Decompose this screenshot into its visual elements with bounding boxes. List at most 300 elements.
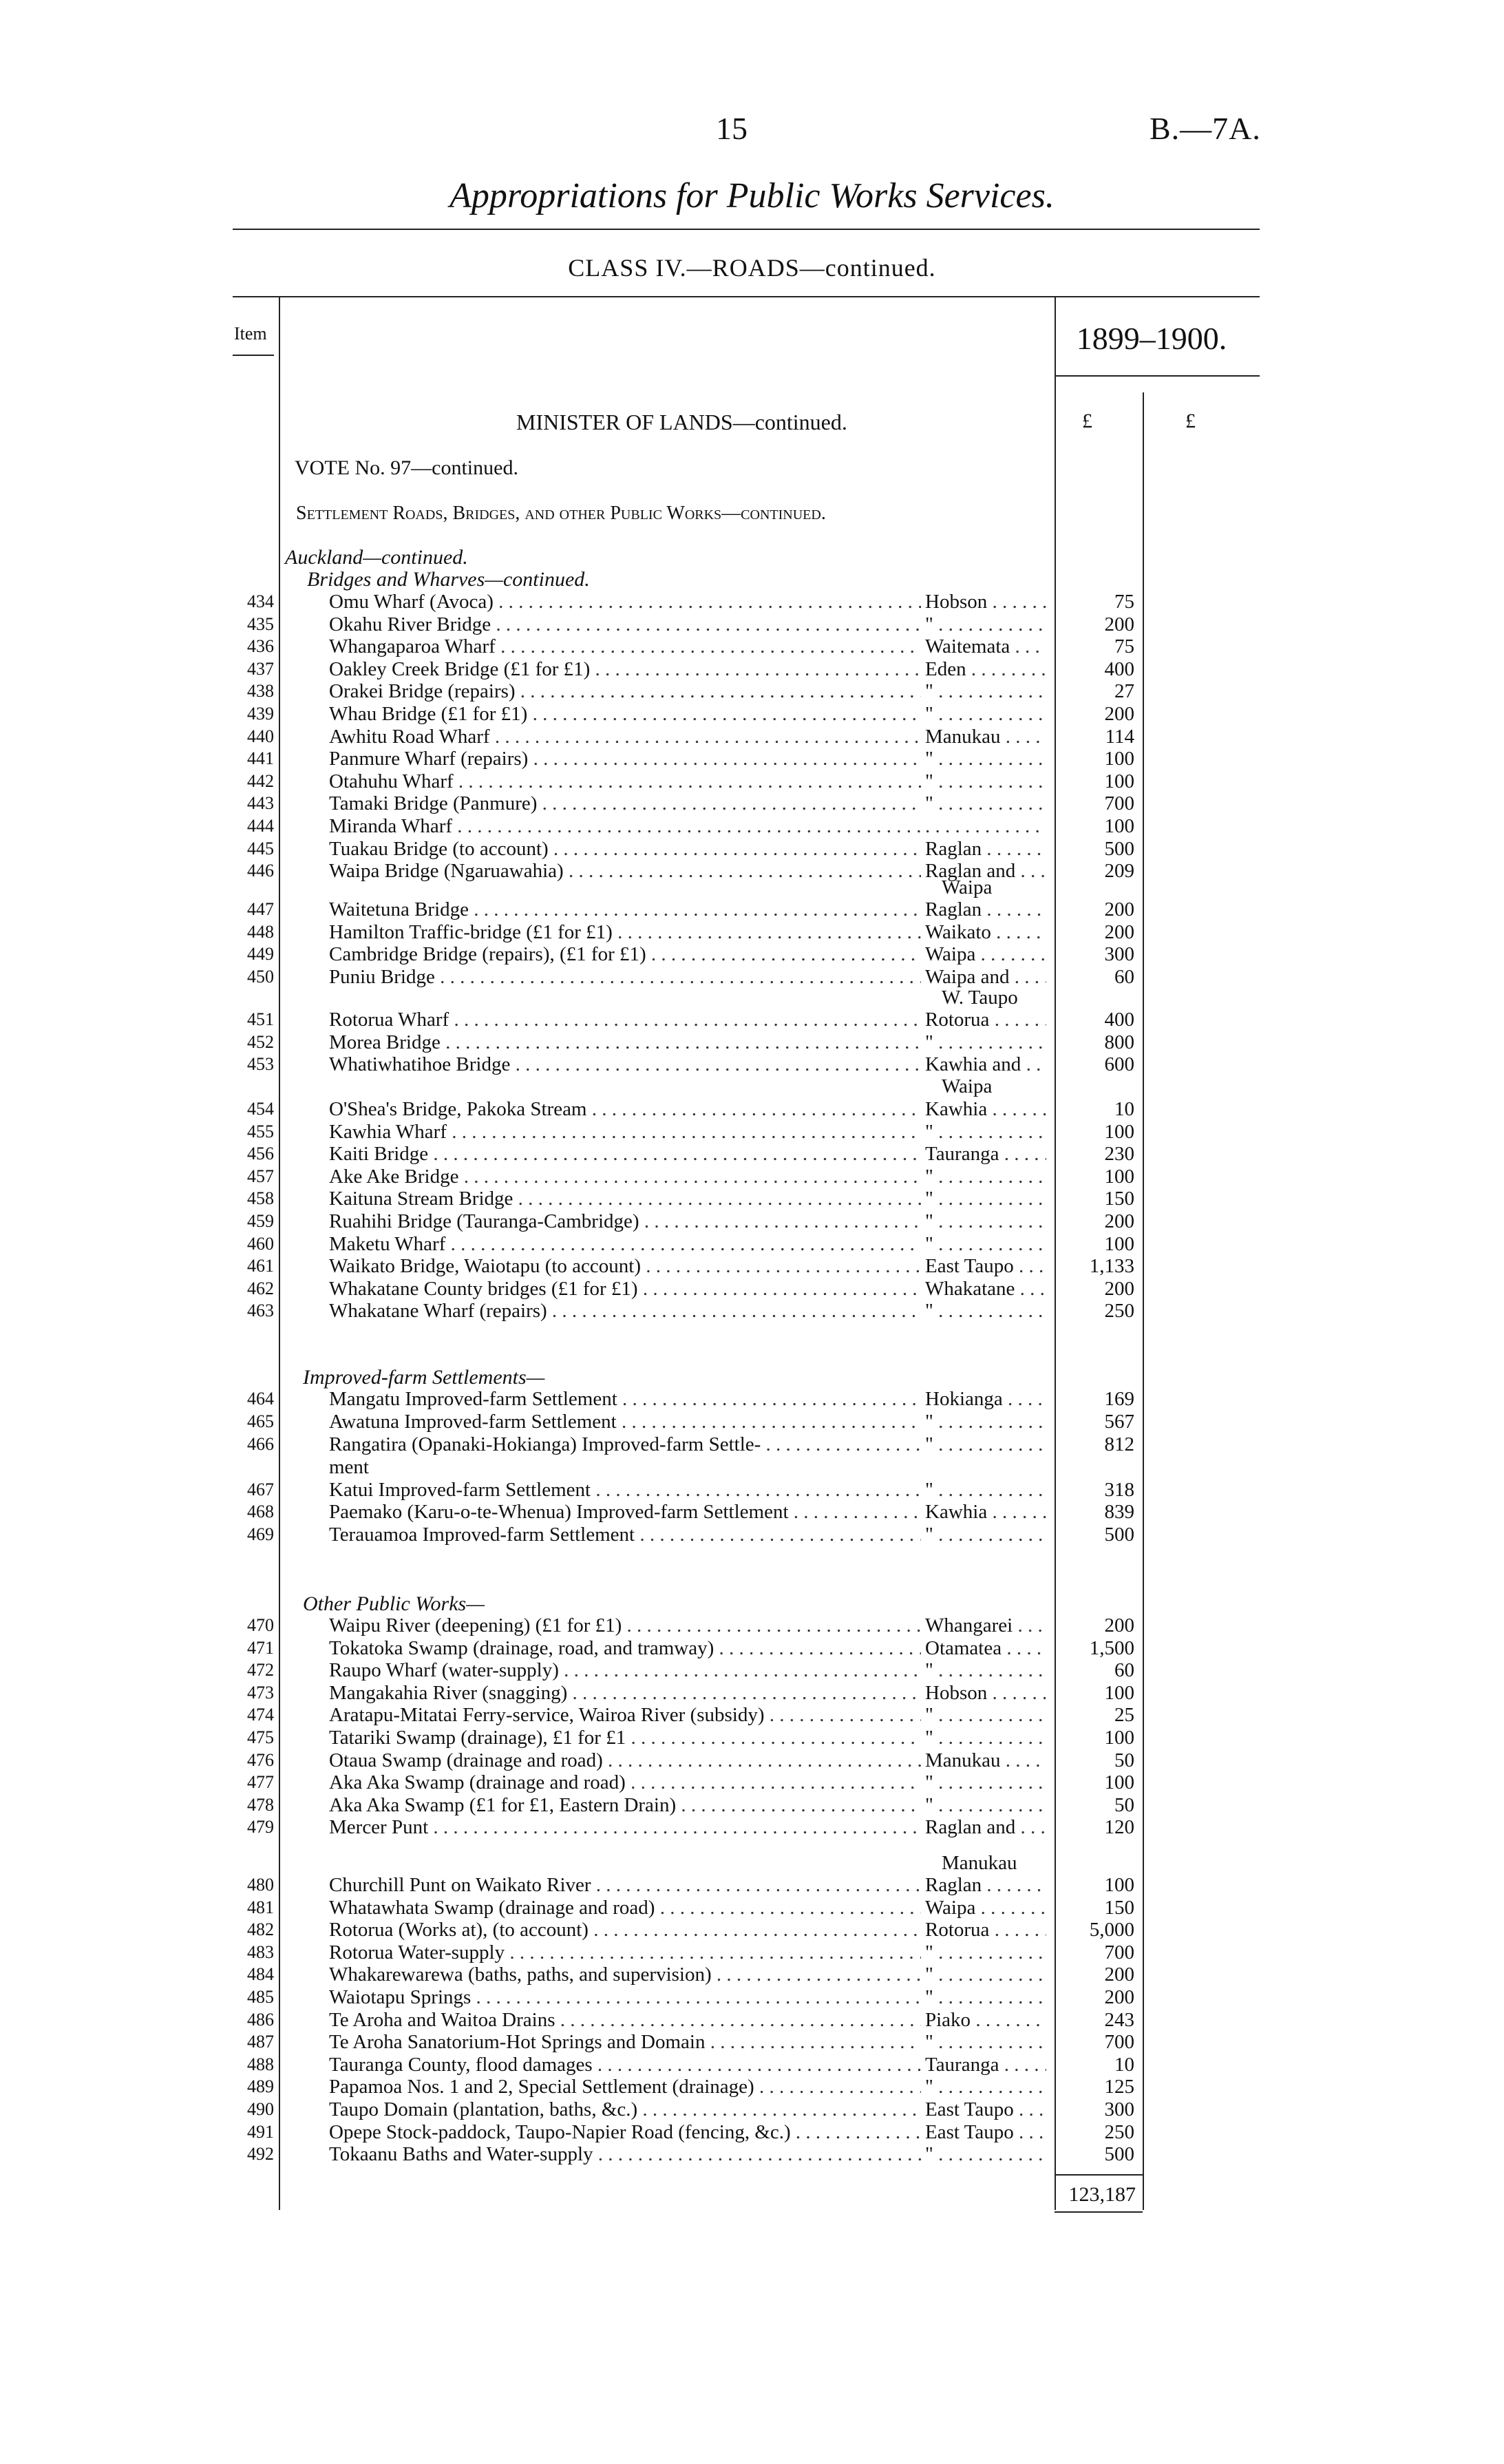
item-number: 461 xyxy=(247,1256,274,1276)
district: Raglan . . . xyxy=(925,898,1046,920)
table-row xyxy=(0,2054,1504,2076)
district: " . . . xyxy=(925,1771,1046,1793)
item-description: Paemako (Karu-o-te-Whenua) Improved-farm Settlement . . . xyxy=(329,1501,921,1523)
table-row xyxy=(0,1794,1504,1816)
item-number: 457 xyxy=(247,1166,274,1186)
item-number: 439 xyxy=(247,704,274,724)
amount: 60 xyxy=(1114,965,1134,988)
district: " . . . xyxy=(925,1300,1046,1322)
amount: 500 xyxy=(1104,1524,1134,1546)
amount: 200 xyxy=(1104,1963,1134,1986)
item-number: 492 xyxy=(247,2144,274,2165)
item-description: Aka Aka Swamp (drainage and road) . . . xyxy=(329,1771,921,1793)
item-description: Taupo Domain (plantation, baths, &c.) . . . xyxy=(329,2098,921,2120)
item-number: 438 xyxy=(247,681,274,702)
table-row xyxy=(0,703,1504,725)
district: Kawhia . . . xyxy=(925,1098,1046,1120)
district-continuation: W. Taupo xyxy=(942,987,1018,1009)
item-number: 463 xyxy=(247,1301,274,1321)
amount: 200 xyxy=(1104,703,1134,725)
table-row xyxy=(0,2031,1504,2053)
item-description: Whatawhata Swamp (drainage and road) . . . xyxy=(329,1897,921,1919)
item-number: 445 xyxy=(247,838,274,859)
item-description: Mangakahia River (snagging) . . . xyxy=(329,1682,921,1704)
table-row xyxy=(0,860,1504,882)
item-number: 446 xyxy=(247,861,274,881)
item-number: 471 xyxy=(247,1637,274,1658)
amount: 400 xyxy=(1104,1009,1134,1031)
item-number: 462 xyxy=(247,1278,274,1298)
year-head-underline xyxy=(1055,375,1260,377)
district: Waipa and . . . xyxy=(925,966,1046,988)
table-row xyxy=(0,2076,1504,2098)
amount: 318 xyxy=(1104,1479,1134,1501)
amount: 150 xyxy=(1104,1896,1134,1919)
amount: 600 xyxy=(1104,1053,1134,1076)
total-bottom-rule xyxy=(1055,2211,1143,2213)
district: " . . . xyxy=(925,1411,1046,1433)
amount: 200 xyxy=(1104,613,1134,635)
item-number: 444 xyxy=(247,816,274,836)
district: Kawhia . . . xyxy=(925,1501,1046,1523)
amount: 800 xyxy=(1104,1031,1134,1053)
district: Hokianga . . . xyxy=(925,1388,1046,1410)
table-row xyxy=(0,1637,1504,1659)
page-number: 15 xyxy=(716,111,748,146)
item-number: 436 xyxy=(247,636,274,657)
district: " . . . xyxy=(925,613,1046,635)
item-number: 468 xyxy=(247,1502,274,1521)
district: Raglan and . . . xyxy=(925,1816,1046,1838)
amount: 27 xyxy=(1114,680,1134,703)
district: Manukau . . . xyxy=(925,1749,1046,1771)
amount: 230 xyxy=(1104,1143,1134,1166)
table-row xyxy=(0,1963,1504,1986)
item-description: Terauamoa Improved-farm Settlement . . . xyxy=(329,1524,921,1546)
district: Manukau . . . xyxy=(925,726,1046,748)
district-continuation: Waipa xyxy=(942,1075,993,1097)
item-description: Miranda Wharf . . . xyxy=(329,815,921,837)
district: " . . . xyxy=(925,680,1046,702)
district: East Taupo . . . xyxy=(925,2098,1046,2120)
item-description: Kaiti Bridge . . . xyxy=(329,1143,921,1165)
district: " . . . xyxy=(925,1031,1046,1053)
item-number: 483 xyxy=(247,1941,274,1962)
amount: 10 xyxy=(1114,2053,1134,2076)
item-description: Tauranga County, flood damages . . . xyxy=(329,2054,921,2076)
item-description: Papamoa Nos. 1 and 2, Special Settlement (drainage) . . . xyxy=(329,2076,921,2098)
minister-heading: MINISTER OF LANDS—continued. xyxy=(516,410,847,434)
district: " . . . xyxy=(925,770,1046,792)
table-row xyxy=(0,815,1504,837)
item-number: 481 xyxy=(247,1897,274,1917)
item-description: Kawhia Wharf . . . xyxy=(329,1121,921,1143)
item-description: Oakley Creek Bridge (£1 for £1) . . . xyxy=(329,658,921,680)
table-row xyxy=(0,1614,1504,1636)
table-row xyxy=(0,966,1504,988)
amount: 700 xyxy=(1104,1941,1134,1963)
table-row xyxy=(0,1188,1504,1210)
amount: 114 xyxy=(1105,725,1134,748)
item-description: Okahu River Bridge . . . xyxy=(329,613,921,635)
amount: 125 xyxy=(1104,2076,1134,2098)
item-number: 474 xyxy=(247,1705,274,1725)
amount: 100 xyxy=(1104,815,1134,837)
item-number: 480 xyxy=(247,1875,274,1895)
district: Waikato . . . xyxy=(925,921,1046,943)
table-row xyxy=(0,770,1504,792)
district: " . . . xyxy=(925,792,1046,814)
item-number: 475 xyxy=(247,1727,274,1747)
item-description: Opepe Stock-paddock, Taupo-Napier Road (fencing, &c.) . . . xyxy=(329,2121,921,2143)
amount: 25 xyxy=(1114,1704,1134,1727)
table-row xyxy=(0,1919,1504,1941)
amount: 700 xyxy=(1104,792,1134,815)
item-number: 452 xyxy=(247,1031,274,1052)
district: Raglan and . . . xyxy=(925,860,1046,882)
item-description: Rotorua (Works at), (to account) . . . xyxy=(329,1919,921,1941)
item-description: Te Aroha and Waitoa Drains . . . xyxy=(329,2009,921,2031)
table-row xyxy=(0,921,1504,943)
item-description: Waipa Bridge (Ngaruawahia) . . . xyxy=(329,860,921,882)
item-number: 464 xyxy=(247,1389,274,1409)
amount: 200 xyxy=(1104,1986,1134,2008)
item-number: 434 xyxy=(247,591,274,611)
district: " . . . xyxy=(925,1524,1046,1546)
item-number: 460 xyxy=(247,1233,274,1254)
table-row xyxy=(0,1278,1504,1300)
amount: 500 xyxy=(1104,2143,1134,2166)
district: " . . . xyxy=(925,1121,1046,1143)
district-continuation: Waipa xyxy=(942,876,993,898)
district: " . . . xyxy=(925,1659,1046,1681)
item-description: Raupo Wharf (water-supply) . . . xyxy=(329,1659,921,1681)
table-row xyxy=(0,1941,1504,1963)
item-description: Rotorua Wharf . . . xyxy=(329,1009,921,1031)
item-description: Mangatu Improved-farm Settlement . . . xyxy=(329,1388,921,1410)
year-column-header: 1899–1900. xyxy=(1076,321,1227,356)
table-row xyxy=(0,680,1504,702)
table-row xyxy=(0,2143,1504,2165)
item-number: 442 xyxy=(247,770,274,791)
amount: 567 xyxy=(1104,1411,1134,1433)
district: " . . . xyxy=(925,2031,1046,2053)
item-description: Panmure Wharf (repairs) . . . xyxy=(329,748,921,770)
item-description: Mercer Punt . . . xyxy=(329,1816,921,1838)
item-number: 484 xyxy=(247,1964,274,1985)
item-number: 485 xyxy=(247,1987,274,2007)
table-row xyxy=(0,1524,1504,1546)
table-row xyxy=(0,1388,1504,1410)
item-description: Maketu Wharf . . . xyxy=(329,1233,921,1255)
item-number: 470 xyxy=(247,1615,274,1635)
amount: 250 xyxy=(1104,2120,1134,2143)
item-number: 440 xyxy=(247,726,274,746)
item-number: 441 xyxy=(247,748,274,769)
item-number: 476 xyxy=(247,1749,274,1770)
item-description: Waikato Bridge, Waiotapu (to account) . . . xyxy=(329,1255,921,1277)
table-row xyxy=(0,1300,1504,1322)
district-continuation: Manukau xyxy=(942,1852,1017,1874)
amount: 100 xyxy=(1104,1771,1134,1794)
table-row xyxy=(0,1255,1504,1277)
amount: 1,500 xyxy=(1089,1636,1134,1659)
table-row xyxy=(0,1659,1504,1681)
table-row xyxy=(0,1897,1504,1919)
amount: 75 xyxy=(1114,591,1134,613)
item-description: Tatariki Swamp (drainage), £1 for £1 . . . xyxy=(329,1727,921,1749)
item-number: 486 xyxy=(247,2009,274,2030)
table-row xyxy=(0,1771,1504,1793)
item-number: 443 xyxy=(247,793,274,814)
item-description: Morea Bridge . . . xyxy=(329,1031,921,1053)
amount: 150 xyxy=(1104,1188,1134,1210)
amount: 100 xyxy=(1104,770,1134,792)
district: " . . . xyxy=(925,1433,1046,1455)
district: Piako . . . xyxy=(925,2009,1046,2031)
item-description: Awatuna Improved-farm Settlement . . . xyxy=(329,1411,921,1433)
item-description: Katui Improved-farm Settlement . . . xyxy=(329,1479,921,1501)
district: East Taupo . . . xyxy=(925,2121,1046,2143)
district: Waitemata . . . xyxy=(925,635,1046,657)
amount: 100 xyxy=(1104,1165,1134,1188)
item-number: 473 xyxy=(247,1682,274,1703)
table-top-rule xyxy=(233,296,1260,297)
district: " . . . xyxy=(925,1941,1046,1963)
item-number: 491 xyxy=(247,2121,274,2142)
amount: 100 xyxy=(1104,1727,1134,1749)
item-number: 488 xyxy=(247,2054,274,2074)
improved-farm-subheading: Improved-farm Settlements— xyxy=(303,1366,545,1389)
table-row xyxy=(0,1433,1504,1455)
item-number: 466 xyxy=(247,1434,274,1454)
item-number: 469 xyxy=(247,1524,274,1544)
item-number: 456 xyxy=(247,1144,274,1164)
amount: 300 xyxy=(1104,943,1134,966)
district: Waipa . . . xyxy=(925,1897,1046,1919)
item-description: Cambridge Bridge (repairs), (£1 for £1) . . . xyxy=(329,943,921,965)
table-row xyxy=(0,1682,1504,1704)
amount: 120 xyxy=(1104,1816,1134,1839)
item-number: 448 xyxy=(247,921,274,942)
district: Raglan . . . xyxy=(925,838,1046,860)
amount: 500 xyxy=(1104,837,1134,860)
amount: 243 xyxy=(1104,2008,1134,2031)
item-description: Whangaparoa Wharf . . . xyxy=(329,635,921,657)
table-row xyxy=(0,1210,1504,1232)
table-row xyxy=(0,2121,1504,2143)
district: Tauranga . . . xyxy=(925,2054,1046,2076)
item-description: Tamaki Bridge (Panmure) . . . xyxy=(329,792,921,814)
district: East Taupo . . . xyxy=(925,1255,1046,1277)
amount: 75 xyxy=(1114,635,1134,658)
table-row xyxy=(0,1031,1504,1053)
bridges-subheading: Bridges and Wharves—continued. xyxy=(307,568,590,591)
amount: 250 xyxy=(1104,1300,1134,1323)
amount: 10 xyxy=(1114,1098,1134,1120)
item-number: 454 xyxy=(247,1099,274,1119)
amount: 400 xyxy=(1104,657,1134,680)
table-row xyxy=(0,898,1504,920)
total-amount: 123,187 xyxy=(1068,2183,1136,2206)
district: " . . . xyxy=(925,1210,1046,1232)
item-description: Otahuhu Wharf . . . xyxy=(329,770,921,792)
amount: 200 xyxy=(1104,1614,1134,1636)
item-number: 451 xyxy=(247,1009,274,1029)
item-description: Waipu River (deepening) (£1 for £1) . . . xyxy=(329,1614,921,1636)
amount: 100 xyxy=(1104,1681,1134,1704)
district: Waipa . . . xyxy=(925,943,1046,965)
item-description: O'Shea's Bridge, Pakoka Stream . . . xyxy=(329,1098,921,1120)
table-row xyxy=(0,1501,1504,1523)
amount: 839 xyxy=(1104,1501,1134,1523)
item-description: Hamilton Traffic-bridge (£1 for £1) . . . xyxy=(329,921,921,943)
amount: 100 xyxy=(1104,1874,1134,1896)
item-column-header: Item xyxy=(234,324,267,344)
table-row xyxy=(0,1816,1504,1838)
table-row xyxy=(0,943,1504,965)
district xyxy=(925,815,1046,837)
district: Hobson . . . xyxy=(925,591,1046,613)
item-number: 478 xyxy=(247,1794,274,1815)
amount: 60 xyxy=(1114,1659,1134,1682)
total-top-rule xyxy=(1055,2174,1143,2176)
settlement-heading: Settlement Roads, Bridges, and other Public Works—continued. xyxy=(296,503,826,524)
item-description: Whakatane County bridges (£1 for £1) . . . xyxy=(329,1278,921,1300)
district: Kawhia and . . . xyxy=(925,1053,1046,1075)
item-number: 482 xyxy=(247,1919,274,1940)
district: " . . . xyxy=(925,1986,1046,2008)
district: " . . . xyxy=(925,1963,1046,1986)
other-works-subheading: Other Public Works— xyxy=(303,1592,485,1615)
item-number: 459 xyxy=(247,1211,274,1231)
table-row xyxy=(0,838,1504,860)
district: " . . . xyxy=(925,1727,1046,1749)
district: " . . . xyxy=(925,1794,1046,1816)
item-description: Tuakau Bridge (to account) . . . xyxy=(329,838,921,860)
district: " . . . xyxy=(925,1233,1046,1255)
item-description: Omu Wharf (Avoca) . . . xyxy=(329,591,921,613)
page-title: Appropriations for Public Works Services. xyxy=(449,176,1055,215)
table-row xyxy=(0,1053,1504,1075)
item-number: 467 xyxy=(247,1480,274,1499)
item-description: Te Aroha Sanatorium-Hot Springs and Domain . . . xyxy=(329,2031,921,2053)
amount: 5,000 xyxy=(1089,1919,1134,1941)
district: Rotorua . . . xyxy=(925,1919,1046,1941)
table-row xyxy=(0,1986,1504,2008)
amount: 200 xyxy=(1104,1210,1134,1232)
table-row xyxy=(0,658,1504,680)
amount: 100 xyxy=(1104,1120,1134,1143)
class-heading: CLASS IV.—ROADS—continued. xyxy=(568,254,936,282)
table-row xyxy=(0,1166,1504,1188)
table-row xyxy=(0,2098,1504,2120)
item-description: Tokaanu Baths and Water-supply . . . xyxy=(329,2143,921,2165)
table-row xyxy=(0,1704,1504,1726)
item-description: Rangatira (Opanaki-Hokianga) Improved-farm Settle- . . . xyxy=(329,1433,921,1455)
table-row xyxy=(0,792,1504,814)
item-number: 477 xyxy=(247,1772,274,1793)
item-description: Ruahihi Bridge (Tauranga-Cambridge) . . . xyxy=(329,1210,921,1232)
item-description: Otaua Swamp (drainage and road) . . . xyxy=(329,1749,921,1771)
district: " . . . xyxy=(925,703,1046,725)
document-reference: B.—7A. xyxy=(1150,111,1261,146)
district: " . . . xyxy=(925,1479,1046,1501)
item-description: Kaituna Stream Bridge . . . xyxy=(329,1188,921,1210)
item-number: 472 xyxy=(247,1660,274,1681)
title-rule xyxy=(233,229,1260,230)
item-number: 458 xyxy=(247,1188,274,1209)
amount: 100 xyxy=(1104,1232,1134,1255)
district: Hobson . . . xyxy=(925,1682,1046,1704)
district: " . . . xyxy=(925,2076,1046,2098)
item-number: 479 xyxy=(247,1817,274,1838)
item-description: Waitetuna Bridge . . . xyxy=(329,898,921,920)
table-row xyxy=(0,1143,1504,1165)
district: Otamatea . . . xyxy=(925,1637,1046,1659)
item-number: 453 xyxy=(247,1054,274,1075)
item-description: Aka Aka Swamp (£1 for £1, Eastern Drain) . . . xyxy=(329,1794,921,1816)
item-description: Ake Ake Bridge . . . xyxy=(329,1166,921,1188)
item-number: 437 xyxy=(247,658,274,679)
district: Whakatane . . . xyxy=(925,1278,1046,1300)
item-number: 465 xyxy=(247,1411,274,1431)
pound-sign-amount-column: £ xyxy=(1082,410,1092,432)
item-description: Whau Bridge (£1 for £1) . . . xyxy=(329,703,921,725)
table-row xyxy=(0,748,1504,770)
table-row xyxy=(0,1098,1504,1120)
district: Rotorua . . . xyxy=(925,1009,1046,1031)
table-row xyxy=(0,591,1504,613)
item-description: Orakei Bridge (repairs) . . . xyxy=(329,680,921,702)
table-row xyxy=(0,1233,1504,1255)
item-description: Churchill Punt on Waikato River . . . xyxy=(329,1874,921,1896)
district: " . . . xyxy=(925,1704,1046,1726)
district: " . . . xyxy=(925,1188,1046,1210)
amount: 300 xyxy=(1104,2098,1134,2120)
table-row xyxy=(0,1411,1504,1433)
vote-heading: VOTE No. 97—continued. xyxy=(295,456,518,479)
amount: 200 xyxy=(1104,898,1134,920)
district: " . . . xyxy=(925,2143,1046,2165)
district: Tauranga . . . xyxy=(925,1143,1046,1165)
table-row xyxy=(0,1874,1504,1896)
item-description: Whakarewarewa (baths, paths, and supervision) . . . xyxy=(329,1963,921,1986)
district: Whangarei . . . xyxy=(925,1614,1046,1636)
amount: 700 xyxy=(1104,2031,1134,2054)
table-row xyxy=(0,635,1504,657)
amount: 209 xyxy=(1104,860,1134,883)
item-number: 450 xyxy=(247,966,274,987)
table-row xyxy=(0,726,1504,748)
pound-sign-total-column: £ xyxy=(1185,410,1196,432)
amount: 100 xyxy=(1104,748,1134,770)
table-row xyxy=(0,1749,1504,1771)
district: Raglan . . . xyxy=(925,1874,1046,1896)
amount: 169 xyxy=(1104,1388,1134,1410)
district: Eden . . . xyxy=(925,658,1046,680)
item-number: 489 xyxy=(247,2076,274,2097)
table-row xyxy=(0,613,1504,635)
item-number: 447 xyxy=(247,899,274,919)
amount: 200 xyxy=(1104,920,1134,943)
description-continuation: ment xyxy=(329,1456,369,1478)
amount: 200 xyxy=(1104,1277,1134,1300)
item-description: Aratapu-Mitatai Ferry-service, Wairoa River (subsidy) . . . xyxy=(329,1704,921,1726)
item-head-underline xyxy=(233,355,274,356)
amount: 50 xyxy=(1114,1793,1134,1816)
item-description: Awhitu Road Wharf . . . xyxy=(329,726,921,748)
